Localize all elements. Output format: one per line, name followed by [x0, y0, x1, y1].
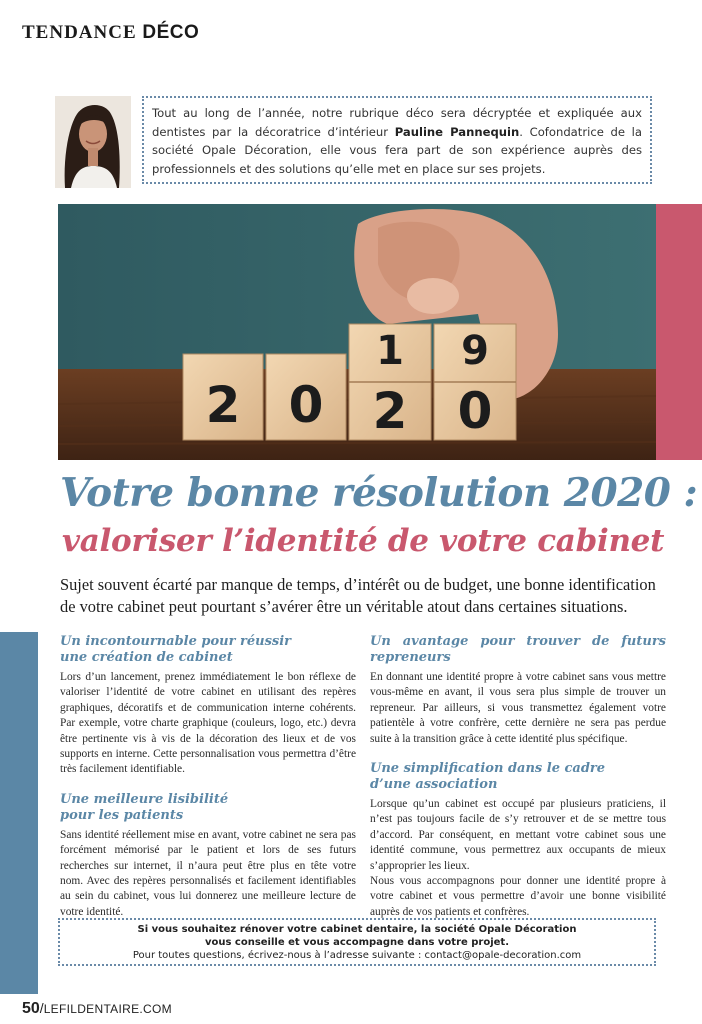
section-heading [370, 761, 666, 793]
cube-digit-1: 2 [205, 376, 241, 434]
section-heading [60, 634, 356, 666]
intro-text-end: . Cofondatrice de la société Opale Décoration, elle vous fera part de son expérience auprès des professionnels et des solutions qu’elle met en place sur ses projets. [152, 124, 643, 176]
rubric-header [22, 22, 199, 44]
section-heading-line: pour les patients [60, 807, 184, 823]
author-portrait-photo [55, 96, 131, 188]
section-heading-line: Un incontournable pour réussir [60, 634, 292, 649]
rubric-word-deco: DÉCO [142, 22, 200, 43]
hero-image [58, 204, 656, 460]
section-heading [370, 634, 666, 666]
footer-separator: / [39, 1000, 44, 1016]
page-number: 50 [22, 1000, 40, 1017]
section-body: Lors d’un lancement, prenez immédiatement le bon réflexe de valoriser l’identité de votre cabinet en utilisant des repères graphiques, décoratifs et de communication interne cohérents. Par exemple, votre charte graphique (couleurs, logo, etc.) devra être pertinente vis à vis de la décoration des lieux et de vos supports en interne. Cette personnalisation vous permettra d’être très facilement identifiable. [60, 671, 356, 776]
contact-box [58, 918, 656, 966]
section-body: Sans identité réellement mise en avant, votre cabinet ne sera pas forcément mémorisé par le patient et lors de ses futurs recherches sur internet, il n’aura peut être plus en tête votre nom. Avec des repères personnalisés et facilement identifiables au sein du cabinet, vous lui donnerez une meilleure lecture de votre identité. [60, 828, 356, 918]
section-body: Nous vous accompagnons pour donner une identité propre à votre cabinet et vous permettre d’avoir une bonne visibilité auprès de vos patients et confrères. [370, 875, 666, 918]
portrait-illustration [55, 96, 131, 188]
cube-digit-2: 0 [288, 376, 324, 434]
cta-line: vous conseille et vous accompagne dans votre projet. [204, 937, 510, 948]
intro-box [142, 96, 652, 184]
cube-digit-3: 2 [372, 382, 408, 440]
article-title-line2: valoriser l’identité de votre cabinet [62, 523, 665, 559]
cube-digit-4: 0 [457, 382, 493, 440]
cube-digit-top-1: 1 [376, 328, 404, 374]
cube-digit-top-2: 9 [461, 328, 489, 374]
section-heading-line: d’une association [370, 777, 498, 793]
section-heading [60, 792, 356, 824]
section-body: En donnant une identité propre à votre cabinet sans vous mettre vous-même en avant, il vous sera plus simple de trouver un repreneur. Par ailleurs, si vous transmettez également votre patientèle à votre confrère, cette dernière ne sera pas perdue suite à la transition grâce à cette identité plus spécifique. [370, 671, 666, 745]
section-heading-line: Un avantage pour trouver de futurs repreneurs [370, 634, 666, 665]
right-column [370, 634, 666, 920]
article-title-line1: Votre bonne résolution 2020 : [60, 470, 698, 516]
blue-accent-bar [0, 632, 38, 994]
article-lead: Sujet souvent écarté par manque de temps, d’intérêt ou de budget, une bonne identification de votre cabinet peut pourtant s’avérer être un véritable atout dans certaines situations. [60, 575, 656, 616]
section-heading-line: une création de cabinet [60, 650, 233, 665]
section-heading-line: Une meilleure lisibilité [60, 791, 229, 807]
wooden-cubes-photo [58, 204, 656, 460]
page-footer [22, 1000, 172, 1018]
section-heading-line: Une simplification dans le cadre [370, 761, 606, 777]
cta-line: Si vous souhaitez rénover votre cabinet dentaire, la société Opale Décoration [137, 924, 577, 935]
site-name[interactable]: LEFILDENTAIRE.COM [43, 1002, 172, 1016]
pink-accent-bar [656, 204, 702, 460]
author-name: Pauline Pannequin [394, 124, 520, 139]
section-body: Lorsque qu’un cabinet est occupé par plusieurs praticiens, il n’est pas toujours facile de s’y retrouver et de se mettre tous d’accord. Par conséquent, en mettant votre cabinet sous une identité commune, vous permettrez aux occupants de mieux s’approprier les lieux. [370, 798, 666, 872]
left-column [60, 634, 356, 920]
rubric-word-tendance: TENDANCE [22, 22, 143, 43]
intro-text-start: Tout au long de l’année, notre rubrique déco sera décryptée et expliquée aux dentistes par la décoratrice d’intérieur [152, 106, 642, 139]
cta-contact-line[interactable]: Pour toutes questions, écrivez-nous à l’adresse suivante : contact@opale-decoration.com [132, 950, 582, 961]
